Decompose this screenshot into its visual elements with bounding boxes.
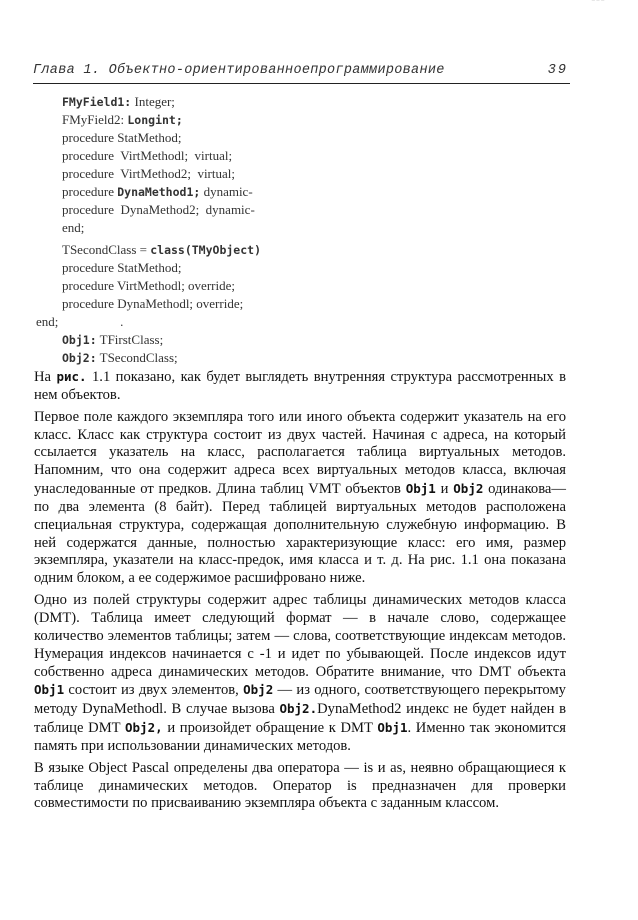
code-line: Obj2: TSecondClass; (62, 350, 178, 365)
code-line: procedure VirtMethod2; virtual; (62, 166, 235, 181)
code-line: procedure DynaMethod2; dynamic- (62, 202, 255, 217)
scan-mark: ‾ ‾ ‾ (592, 0, 604, 9)
code-line: procedure DynaMethodl; override; (62, 296, 244, 311)
code-line: Obj1: TFirstClass; (62, 332, 164, 347)
code-line: end; . (36, 314, 124, 329)
code-line: procedure StatMethod; (62, 130, 182, 145)
paragraph: В языке Object Pascal определены два оператора — is и as, неявно обращающиеся к таблице динамических методов. Оператор is предназначен для проверки совместимости по присваиванию экземпляра объекта с заданным классом. (34, 759, 566, 812)
code-line: procedure VirtMethodl; virtual; (62, 148, 233, 163)
code-line: TSecondClass = class(TMyObject) (62, 242, 261, 257)
paragraph: Первое поле каждого экземпляра того или иного объекта содержит указатель на его класс. Класс как структура состоит из двух частей. Начиная с адреса, на который ссылается указатель на класс, располагается таблица виртуальных методов. Напомним, что она содержит адреса всех виртуальных методов класса, включая унаследованные от предков. Длина таблиц VMT объектов Obj1 и Obj2 одинакова— по два элемента (8 байт). Перед таблицей виртуальных методов расположена специальная структура, содержащая дополнительную служебную информацию. В ней содержатся данные, полностью характеризующие класс: его имя, размер экземпляра, указатели на класс-предок, имя класса и т. д. На рис. 1.1 она показана одним блоком, а ее содержимое расшифровано ниже. (34, 408, 566, 587)
paragraph: Одно из полей структуры содержит адрес таблицы динамических методов класса (DMT). Таблица имеет следующий формат — в начале слово, содержащее количество элементов таблицы; затем — слова, соответствующие индексам методов. Нумерация индексов начинается с -1 и идет по убывающей. После индексов идут собственно адреса динамических методов. Обратите внимание, что DMT объекта Obj1 состоит из двух элементов, Obj2 — из одного, соответствующего перекрытому методу DynaMethodl. В случае вызова Obj2.DynaMethod2 индекс не будет найден в таблице DMT Obj2, и произойдет обращение к DMT Obj1. Именно так экономится память при использовании динамических методов. (34, 592, 566, 754)
code-line: end; (62, 220, 85, 235)
running-header (33, 61, 570, 84)
body-text (34, 368, 566, 817)
page-number: 39 (547, 63, 568, 78)
chapter-title: Глава 1. Объектно-ориентированноепрограммирование (33, 63, 445, 78)
paragraph: На рис. 1.1 показано, как будет выглядеть внутренняя структура рассмотренных в нем объектов. (34, 369, 566, 403)
code-line: procedure DynaMethod1; dynamic- (62, 184, 253, 199)
code-line: procedure VirtMethodl; override; (62, 278, 235, 293)
code-line: FMyField2: Longint; (62, 112, 183, 127)
code-line: FMyField1: Integer; (62, 94, 175, 109)
code-line: procedure StatMethod; (62, 260, 182, 275)
